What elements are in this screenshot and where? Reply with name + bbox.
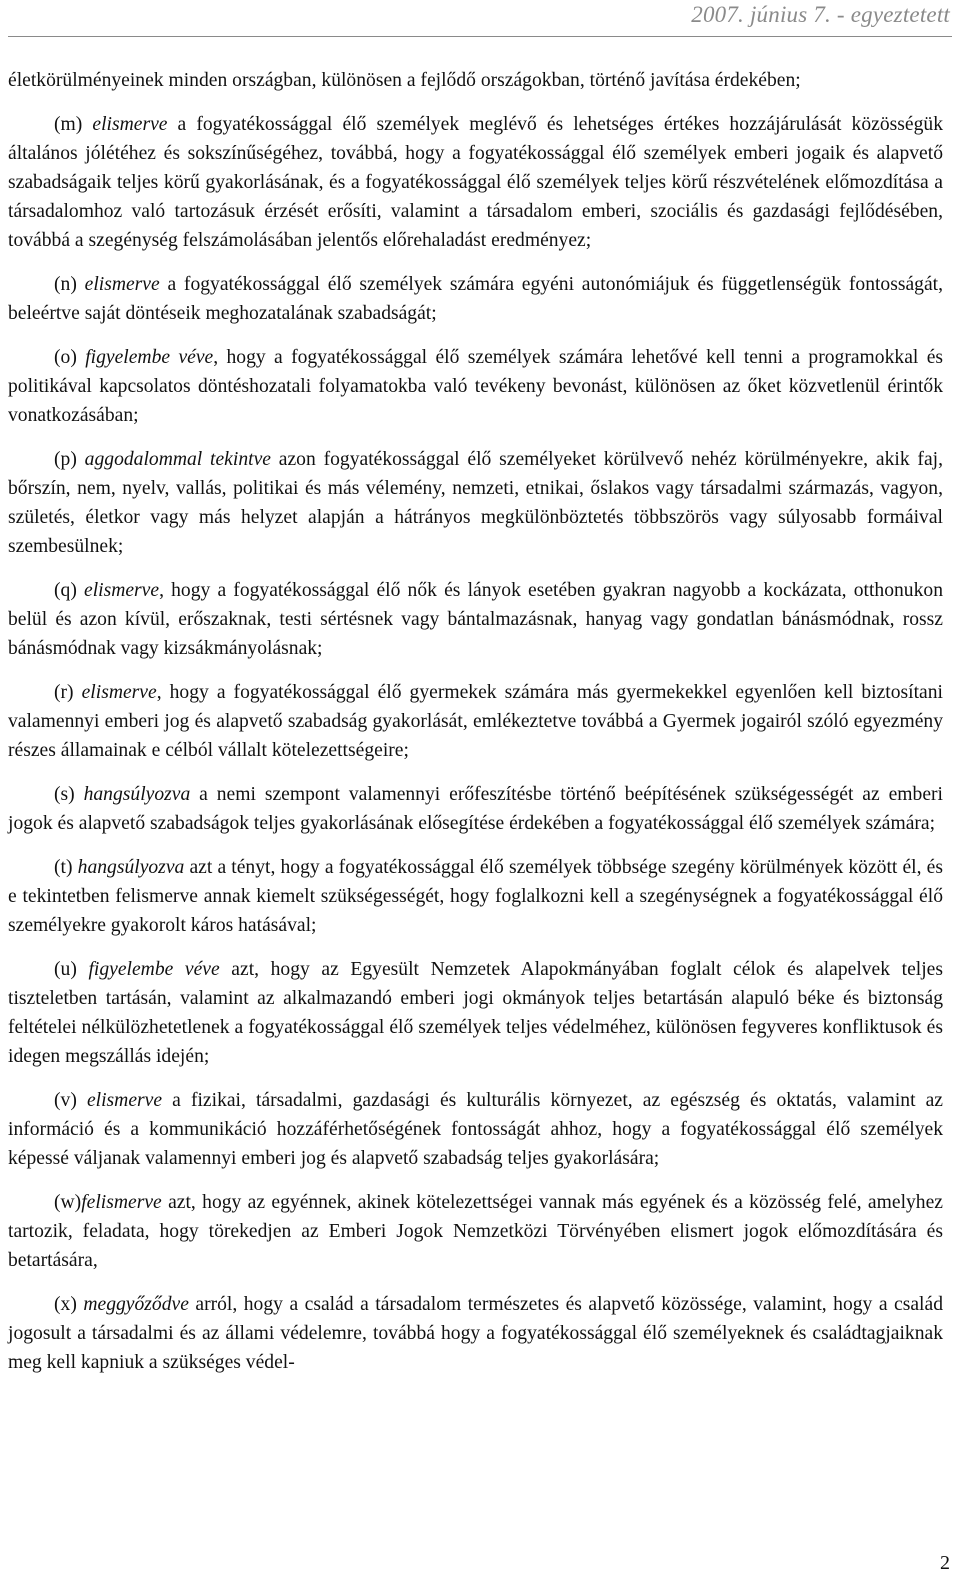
paragraph-keyword: felismerve <box>81 1192 162 1213</box>
paragraph-s <box>8 780 943 838</box>
paragraph-t <box>8 853 943 940</box>
paragraph-text: a nemi szempont valamennyi erőfeszítésbe történő beépítésének szükségességét az emberi jogok és alapvető szabadságok teljes gyakorlásának elősegítése érdekében a fogyatékossággal élő személyek számára; <box>8 784 943 834</box>
paragraph-keyword: meggyőződve <box>83 1294 189 1315</box>
paragraph-text: a fogyatékossággal élő személyek meglévő és lehetséges értékes hozzájárulását közösségük általános jólétéhez és sokszínűségéhez, továbbá, hogy a fogyatékossággal élő személyek emberi jogaik és alapvető szabadságaik teljes körű gyakorlásának, és a fogyatékossággal élő személyek teljes körű részvételének előmozdítása a társadalomhoz való tartozásuk érzését erősíti, valamint a társadalom emberi, szociális és gazdasági fejlődésében, továbbá a szegénység felszámolásában jelentős előrehaladást eredményez; <box>8 114 943 251</box>
paragraph-w <box>8 1188 943 1275</box>
paragraph-keyword: elismerve <box>84 274 160 295</box>
paragraph-text: arról, hogy a család a társadalom természetes és alapvető közössége, valamint, hogy a család jogosult a társadalmi és az állami védelemre, továbbá hogy a fogyatékossággal élő személyeknek és családtagjaiknak meg kell kapniuk a szükséges védel- <box>8 1294 943 1373</box>
paragraph-label: (w) <box>54 1192 82 1213</box>
paragraph-keyword: hangsúlyozva <box>77 857 185 878</box>
paragraph-label: (r) <box>54 682 82 703</box>
paragraph-label: (s) <box>54 784 84 805</box>
paragraph-keyword: hangsúlyozva <box>83 784 191 805</box>
document-body <box>8 66 943 1392</box>
paragraph-text: a fizikai, társadalmi, gazdasági és kulturális környezet, az egészség és oktatás, valamint az információ és a kommunikáció hozzáférhetőségének fontosságát ahhoz, hogy a fogyatékossággal élő személyek képessé váljanak valamennyi emberi jog és alapvető szabadság teljes gyakorlására; <box>8 1090 944 1169</box>
paragraph-label: (q) <box>54 580 84 601</box>
paragraph-text: azt, hogy az egyénnek, akinek kötelezettségei vannak más egyének és a közösség felé, amelyhez tartozik, feladata, hogy törekedjen az Emberi Jogok Nemzetközi Törvényében elismert jogok előmozdítására és betartására, <box>8 1192 943 1271</box>
paragraph-keyword: elismerve <box>81 682 157 703</box>
paragraph-n <box>8 270 943 328</box>
paragraph-r <box>8 678 943 765</box>
paragraph-keyword: elismerve <box>84 580 160 601</box>
paragraph-label: (v) <box>54 1090 87 1111</box>
paragraph-q <box>8 576 943 663</box>
paragraph-text: , hogy a fogyatékossággal élő nők és lányok esetében gyakran nagyobb a kockázata, otthonukon belül és azon kívül, erőszaknak, testi sértésnek vagy bántalmazásnak, hanyag vagy gondatlan bánásmódnak, rossz bánásmódnak vagy kizsákmányolásnak; <box>8 580 943 659</box>
paragraph-label: (t) <box>54 857 78 878</box>
paragraph-text: a fogyatékossággal élő személyek számára egyéni autonómiájuk és függetlenségük fontosságát, beleértve saját döntéseik meghozatalának szabadságát; <box>8 274 944 324</box>
paragraph-u <box>8 955 943 1071</box>
paragraph-label: (m) <box>54 114 93 135</box>
paragraph-label: (o) <box>54 347 86 368</box>
paragraph-label: (n) <box>54 274 85 295</box>
paragraph-p <box>8 445 943 561</box>
paragraph-keyword: figyelembe véve <box>85 347 214 368</box>
paragraph-o <box>8 343 943 430</box>
paragraph-v <box>8 1086 943 1173</box>
paragraph-x <box>8 1290 943 1377</box>
paragraph-text: azon fogyatékossággal élő személyeket körülvevő nehéz körülményekre, akik faj, bőrszín, nem, nyelv, vallás, politikai és más vélemény, nemzeti, etnikai, őslakos vagy társadalmi származás, vagyon, születés, életkor vagy más helyzet alapján a hátrányos megkülönböztetés többszörös vagy súlyosabb formáival szembesülnek; <box>8 449 943 557</box>
paragraph-text: azt, hogy az Egyesült Nemzetek Alapokmányában foglalt célok és alapelvek teljes tiszteletben tartásán, valamint az alkalmazandó emberi jogi okmányok teljes betartásán alapuló béke és biztonság feltételei nélkülözhetetlenek a fogyatékossággal élő személyek teljes védelméhez, különösen fegyveres konfliktusok és idegen megszállás idején; <box>8 959 944 1067</box>
paragraph-keyword: aggodalommal tekintve <box>84 449 271 470</box>
paragraph-text: , hogy a fogyatékossággal élő személyek számára lehetővé kell tenni a programokkal és politikával kapcsolatos döntéshozatali folyamatokba való tevékeny bevonást, különösen az őket közvetlenül érintők vonatkozásában; <box>8 347 944 426</box>
paragraph-text: azt a tényt, hogy a fogyatékossággal élő személyek többsége szegény körülmények között él, és e tekintetben felismerve annak kiemelt szükségességét, hogy foglalkozni kell a szegénységnek a fogyatékossággal élő személyekre gyakorolt káros hatásával; <box>8 857 943 936</box>
header-rule <box>8 36 952 37</box>
paragraph-label: (u) <box>54 959 89 980</box>
paragraph-keyword: figyelembe véve <box>88 959 220 980</box>
paragraph-m <box>8 110 943 255</box>
paragraph-label: (p) <box>54 449 85 470</box>
page-number: 2 <box>940 1552 950 1574</box>
paragraph-text: életkörülményeinek minden országban, különösen a fejlődő országokban, történő javítása érdekében; <box>8 70 801 91</box>
paragraph-keyword: elismerve <box>86 1090 163 1111</box>
page-header: 2007. június 7. - egyeztetett <box>691 2 950 27</box>
paragraph-keyword: elismerve <box>92 114 168 135</box>
paragraph-text: , hogy a fogyatékossággal élő gyermekek számára más gyermekekkel egyenlően kell biztosítani valamennyi emberi jog és alapvető szabadság gyakorlását, emlékeztetve továbbá a Gyermek jogairól szóló egyezmény részes államainak e célból vállalt kötelezettségeire; <box>8 682 943 761</box>
paragraph-continuation <box>8 66 943 95</box>
paragraph-label: (x) <box>54 1294 84 1315</box>
